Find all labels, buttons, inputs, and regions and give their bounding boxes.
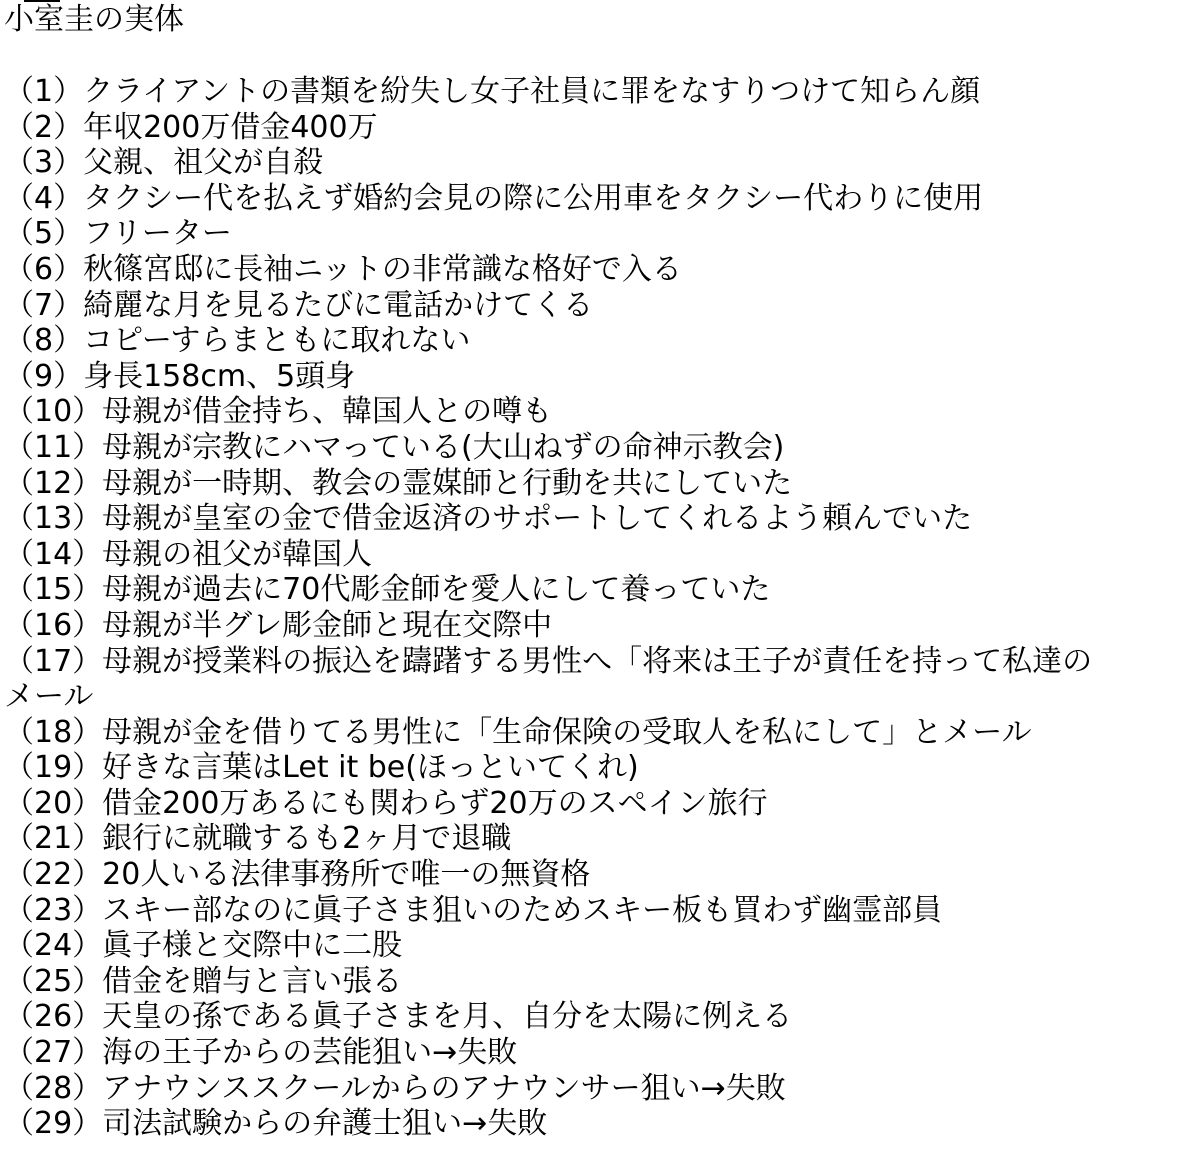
list-item: （26）天皇の孫である眞子さまを月、自分を太陽に例える: [4, 999, 793, 1035]
list-item: （12）母親が一時期、教会の霊媒師と行動を共にしていた: [4, 465, 793, 501]
list-item: （16）母親が半グレ彫金師と現在交際中: [4, 607, 553, 643]
list-item: （22）20人いる法律事務所で唯一の無資格: [4, 857, 591, 893]
item-list: [4, 74, 1092, 1142]
page-title: 小室圭の実体: [4, 2, 184, 37]
list-item: （1）クライアントの書類を紛失し女子社員に罪をなすりつけて知らん顔: [4, 74, 981, 109]
document: [4, 0, 1200, 1151]
list-item: （4）タクシー代を払えず婚約会見の際に公用車をタクシー代わりに使用: [4, 180, 984, 216]
list-item: （28）アナウンススクールからのアナウンサー狙い→失敗: [4, 1070, 786, 1106]
list-item: （5）フリーター: [4, 216, 232, 252]
list-item: （29）司法試験からの弁護士狙い→失敗: [4, 1106, 548, 1142]
list-item: （23）スキー部なのに眞子さま狙いのためスキー板も買わず幽霊部員: [4, 892, 943, 928]
list-item: （14）母親の祖父が韓国人: [4, 536, 373, 572]
list-item: （18）母親が金を借りてる男性に「生命保険の受取人を私にして」とメール: [4, 714, 1032, 750]
list-item: （20）借金200万あるにも関わらず20万のスペイン旅行: [4, 785, 768, 821]
list-item: メール: [4, 679, 94, 715]
list-item: （13）母親が皇室の金で借金返済のサポートしてくれるよう頼んでいた: [4, 501, 973, 537]
list-item: （11）母親が宗教にハマっている(大山ねずの命神示教会): [4, 429, 785, 465]
list-item: （17）母親が授業料の振込を躊躇する男性へ「将来は王子が責任を持って私達の: [4, 643, 1093, 679]
list-item: （9）身長158cm、5頭身: [4, 358, 356, 394]
list-item: （3）父親、祖父が自殺: [4, 145, 324, 181]
list-item: （7）綺麗な月を見るたびに電話かけてくる: [4, 287, 594, 323]
list-item: （21）銀行に就職するも2ヶ月で退職: [4, 821, 512, 857]
list-item: （6）秋篠宮邸に長袖ニットの非常識な格好で入る: [4, 251, 682, 287]
list-item: （25）借金を贈与と言い張る: [4, 963, 403, 999]
list-item: （2）年収200万借金400万: [4, 109, 378, 145]
list-item: （27）海の王子からの芸能狙い→失敗: [4, 1035, 518, 1071]
list-item: （19）好きな言葉はLet it be(ほっといてくれ): [4, 750, 639, 786]
list-item: （8）コピーすらまともに取れない: [4, 323, 471, 359]
list-item: （10）母親が借金持ち、韓国人との噂も: [4, 394, 553, 430]
list-item: （24）眞子様と交際中に二股: [4, 928, 403, 964]
list-item: （15）母親が過去に70代彫金師を愛人にして養っていた: [4, 572, 771, 608]
